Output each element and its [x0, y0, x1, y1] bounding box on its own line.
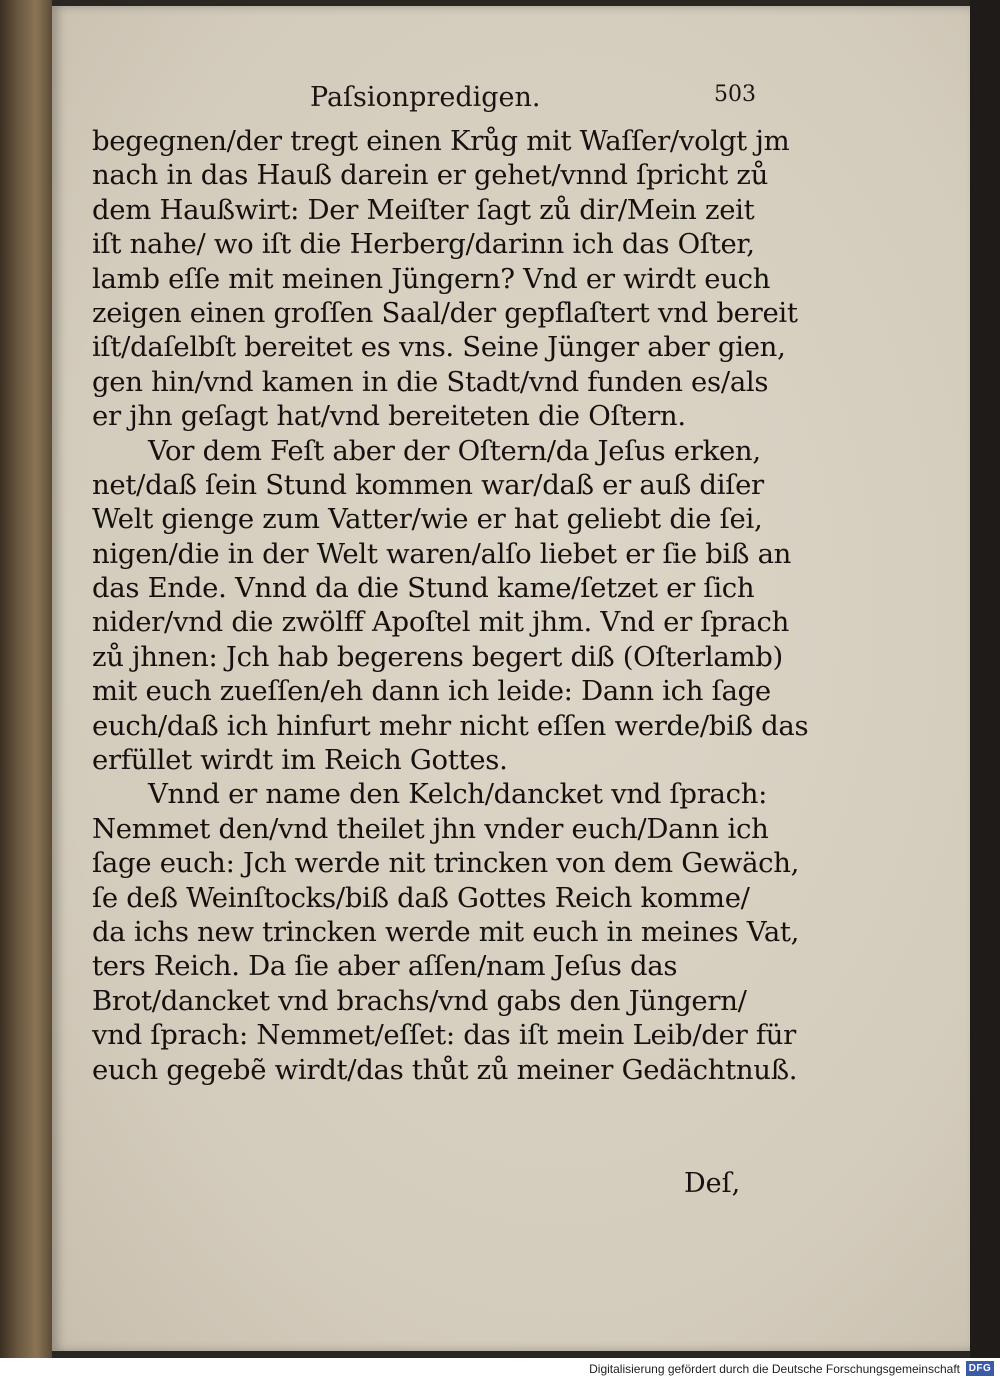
- text-line: iſt/daſelbſt bereitet es vns. Seine Jünger aber gien,: [92, 331, 786, 364]
- body-text: [92, 124, 809, 1087]
- page-number: 503: [714, 82, 756, 107]
- dfg-logo: DFG: [966, 1361, 994, 1376]
- text-line: ſage euch: Jch werde nit trincken von dem Gewäch,: [92, 847, 800, 880]
- text-line: zeigen einen groſſen Saal/der gepflaſtert vnd bereit: [92, 296, 798, 329]
- text-line: Vnnd er name den Kelch/dancket vnd ſprach:: [148, 778, 768, 811]
- text-line: euch/daß ich hinfurt mehr nicht eſſen werde/biß das: [92, 709, 809, 742]
- text-line: ſe deß Weinſtocks/biß daß Gottes Reich komme/: [92, 881, 750, 914]
- text-line: Brot/dancket vnd brachs/vnd gabs den Jüngern/: [92, 984, 747, 1017]
- page-edge-shadow: [970, 0, 1000, 1358]
- text-line: das Ende. Vnnd da die Stund kame/ſetzet er ſich: [92, 572, 755, 605]
- text-line: ters Reich. Da ſie aber aſſen/nam Jeſus das: [92, 950, 678, 983]
- catchword: Deſ,: [684, 1168, 741, 1199]
- text-line: da ichs new trincken werde mit euch in meines Vat,: [92, 915, 800, 948]
- text-line: euch gegebẽ wirdt/das thůt zů meiner Gedächtnuß.: [92, 1053, 798, 1086]
- footer-credit: Digitalisierung gefördert durch die Deutsche Forschungsgemeinschaft: [589, 1362, 960, 1376]
- text-line: dem Haußwirt: Der Meiſter ſagt zů dir/Mein zeit: [92, 193, 755, 226]
- text-line: lamb eſſe mit meinen Jüngern? Vnd er wirdt euch: [92, 262, 771, 295]
- text-line: nigen/die in der Welt waren/alſo liebet er ſie biß an: [92, 537, 792, 570]
- text-line: zů jhnen: Jch hab begerens begert diß (Oſterlamb): [92, 640, 783, 673]
- text-line: gen hin/vnd kamen in die Stadt/vnd funden es/als: [92, 365, 769, 398]
- text-line: Welt gienge zum Vatter/wie er hat geliebt die ſei,: [92, 503, 763, 536]
- running-title: Paſsionpredigen.: [310, 82, 541, 113]
- text-line: nach in das Hauß darein er gehet/vnnd ſpricht zů: [92, 159, 769, 192]
- text-line: Vor dem Feſt aber der Oſtern/da Jeſus erken,: [148, 434, 761, 467]
- text-line: vnd ſprach: Nemmet/eſſet: das iſt mein Leib/der für: [92, 1019, 796, 1052]
- text-line: er jhn geſagt hat/vnd bereiteten die Oſtern.: [92, 400, 686, 433]
- text-line: erfüllet wirdt im Reich Gottes.: [92, 744, 508, 777]
- digitization-footer: [0, 1358, 1000, 1381]
- text-line: mit euch zueſſen/eh dann ich leide: Dann ich ſage: [92, 675, 771, 708]
- text-line: Nemmet den/vnd theilet jhn vnder euch/Dann ich: [92, 812, 769, 845]
- text-line: iſt nahe/ wo iſt die Herberg/darinn ich das Oſter,: [92, 228, 755, 261]
- running-head: [310, 82, 760, 122]
- text-line: nider/vnd die zwölff Apoſtel mit jhm. Vnd er ſprach: [92, 606, 790, 639]
- book-binding: [0, 0, 52, 1358]
- text-line: net/daß ſein Stund kommen war/daß er auß diſer: [92, 468, 764, 501]
- text-line: begegnen/der tregt einen Krůg mit Waſſer/volgt jm: [92, 125, 790, 157]
